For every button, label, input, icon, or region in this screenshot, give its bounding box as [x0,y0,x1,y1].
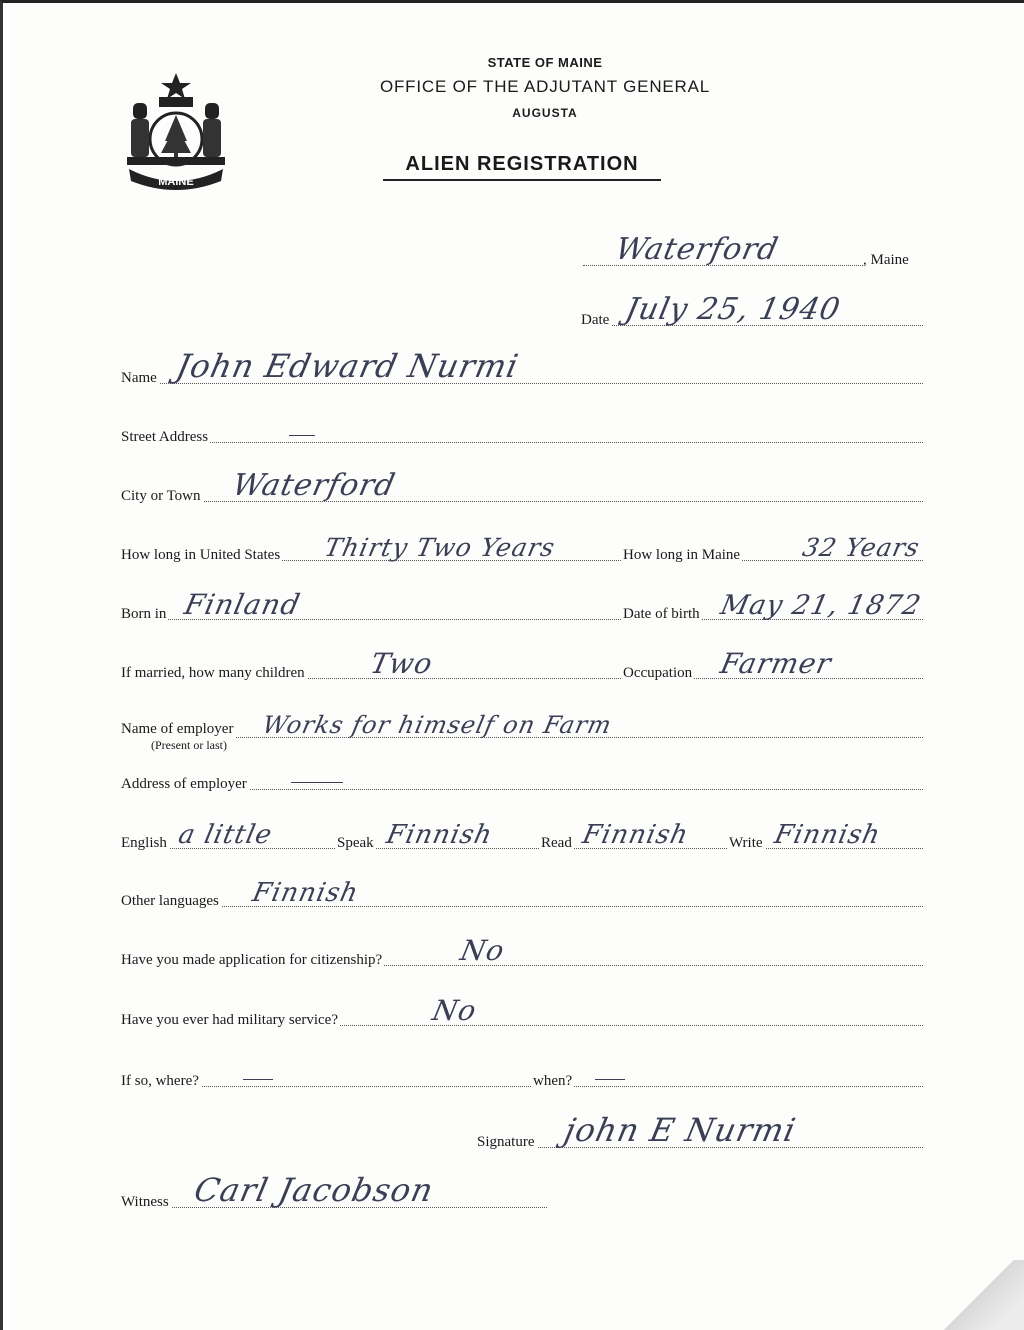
witness-row [121,1171,923,1211]
name-value: John Edward Nurmi [172,347,523,385]
where-label: If so, where? [121,1073,199,1089]
other-languages-label: Other languages [121,893,219,909]
citizenship-row [121,935,923,969]
speak-label: Speak [337,835,374,851]
occupation-value: Farmer [717,647,835,680]
town-row [121,232,923,269]
languages-row [121,818,923,852]
where-dash [243,1079,273,1080]
english-value: a little [175,820,276,850]
employer-address-dash [291,782,343,783]
signature-value: john E Nurmi [560,1111,800,1149]
other-languages-line [121,906,923,907]
read-label: Read [541,835,572,851]
duration-row [121,530,923,564]
date-value: July 25, 1940 [622,292,844,327]
dob-value: May 21, 1872 [717,590,925,621]
occupation-label: Occupation [623,665,693,681]
us-duration-label: How long in United States [121,547,281,563]
other-languages-value: Finnish [249,878,362,908]
military-value: No [429,994,480,1027]
date-row [121,292,923,329]
employer-value: Works for himself on Farm [260,711,615,739]
where-when-line [121,1086,923,1087]
dob-label: Date of birth [623,606,700,622]
speak-value: Finnish [383,820,496,850]
when-label: when? [533,1073,573,1089]
maine-duration-label: How long in Maine [623,547,741,563]
military-row [121,995,923,1029]
when-dash [595,1079,625,1080]
other-languages-row [121,876,923,910]
signature-row [121,1111,923,1151]
city-row [121,468,923,505]
city-heading: AUGUSTA [512,106,578,120]
name-label: Name [121,370,157,386]
us-duration-value: Thirty Two Years [321,533,558,562]
where-when-row [121,1056,923,1090]
employer-sublabel: (Present or last) [151,738,227,752]
write-label: Write [729,835,763,851]
children-value: Two [367,647,437,680]
street-line [121,442,923,443]
employer-label [121,721,235,753]
children-label: If married, how many children [121,665,305,681]
birth-row [121,589,923,623]
street-label: Street Address [121,429,209,445]
office-heading: OFFICE OF THE ADJUTANT GENERAL [379,77,711,96]
state-heading: STATE OF MAINE [487,55,603,70]
children-row [121,648,923,682]
employer-label-text: Name of employer [121,721,234,737]
page-curl [934,1260,1024,1330]
military-label: Have you ever had military service? [121,1012,338,1028]
witness-value: Carl Jacobson [190,1171,438,1209]
signature-label: Signature [477,1134,535,1150]
seal-label: MAINE [158,176,194,188]
street-dash [289,435,315,436]
page-title: ALIEN REGISTRATION [383,153,661,181]
employer-row [121,707,923,752]
employer-address-label: Address of employer [121,776,247,792]
witness-label: Witness [121,1194,169,1210]
name-row [121,347,923,387]
city-value: Waterford [229,468,399,503]
town-suffix: , Maine [863,252,909,268]
maine-duration-value: 32 Years [799,533,923,562]
street-row [121,412,923,446]
town-value: Waterford [612,232,782,267]
born-label: Born in [121,606,167,622]
english-label: English [121,835,167,851]
date-label: Date [581,312,610,328]
employer-address-row [121,759,923,793]
born-value: Finland [181,588,304,621]
city-label: City or Town [121,488,201,504]
write-value: Finnish [771,820,884,850]
read-value: Finnish [579,820,692,850]
citizenship-value: No [457,934,508,967]
citizenship-label: Have you made application for citizenship? [121,952,383,968]
